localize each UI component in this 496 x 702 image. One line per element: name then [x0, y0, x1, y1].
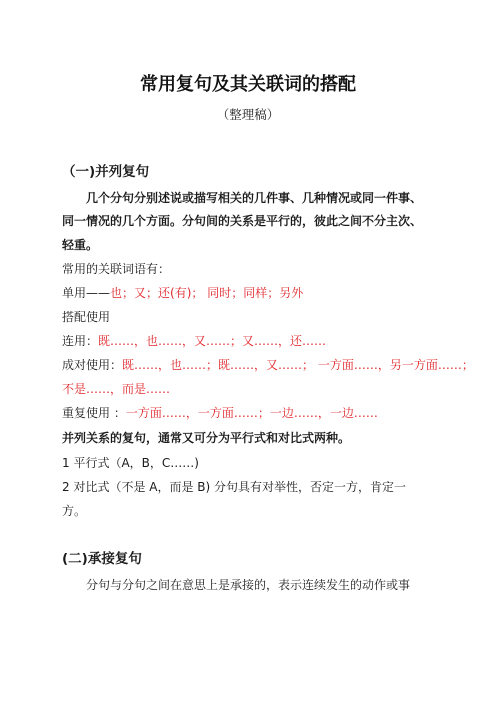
- serial-use-line: [62, 333, 326, 349]
- definition-line-2: 同一情况的几个方面。分句间的关系是平行的，彼此之间不分主次、: [62, 214, 423, 228]
- repeat-use-line: [62, 405, 378, 421]
- paired-words-label: 成对使用：: [62, 358, 123, 372]
- serial-use-label: 连用：: [62, 334, 99, 348]
- list-item-1: 1 平行式（A，B，C……): [62, 456, 199, 470]
- document-subtitle: （整理稿）: [216, 107, 280, 122]
- paired-words-line-1: [62, 357, 474, 373]
- section-heading-sequential: (二)承接复句: [62, 551, 142, 567]
- paired-words-line-2: 不是……，而是……: [62, 382, 171, 396]
- paired-words-1: 既……，也……；既……，又……； 一方面……，另一方面……；: [122, 358, 474, 372]
- parallel-summary: 并列关系的复句，通常又可分为平行式和对比式两种。: [62, 431, 351, 445]
- definition-line-1: 几个分句分别述说或描写相关的几件事、几种情况或同一件事、: [86, 191, 423, 205]
- list-item-2-line-2: 方。: [62, 504, 87, 518]
- repeat-use-words: 一方面……，一方面……；一边……，一边……: [125, 406, 378, 420]
- serial-use-words: 既……，也……，又……；又……，还……: [98, 334, 327, 348]
- document-title: 常用复句及其关联词的搭配: [140, 74, 356, 95]
- single-use-words: 也；又；还(有)； 同时；同样；另外: [110, 286, 304, 300]
- section-heading-parallel: （一)并列复句: [62, 164, 150, 180]
- definition-line-3: 轻重。: [62, 238, 99, 252]
- list-item-2-line-1: 2 对比式（不是 A，而是 B) 分句具有对举性，否定一方，肯定一: [62, 480, 407, 494]
- single-use-line: [62, 285, 303, 301]
- paired-use-label: 搭配使用: [62, 310, 111, 324]
- common-conjunctions-label: 常用的关联词语有：: [62, 262, 171, 276]
- repeat-use-label: 重复使用 ：: [62, 406, 126, 420]
- sequential-definition-line-1: 分句与分句之间在意思上是承接的，表示连续发生的动作或事: [86, 578, 411, 592]
- single-use-label: 单用——: [62, 286, 111, 300]
